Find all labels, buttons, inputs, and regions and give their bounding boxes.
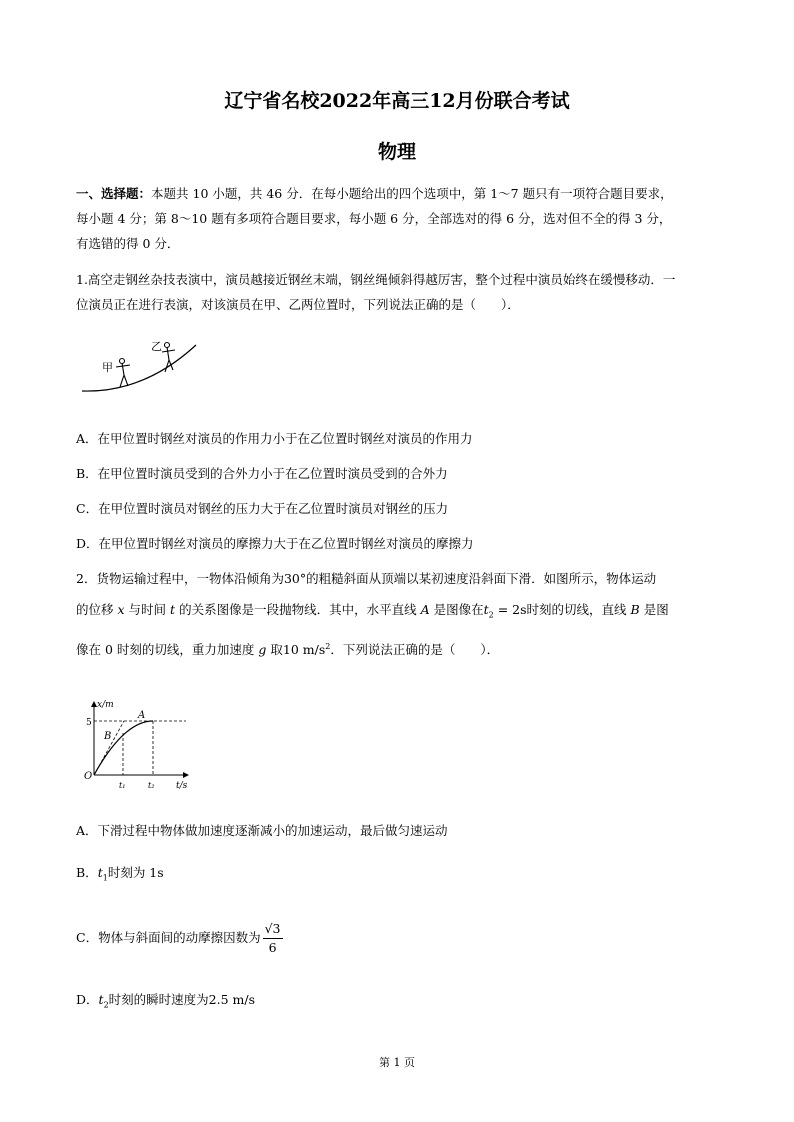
- q2-text: 像在 0 时刻的切线，重力加速度: [76, 641, 255, 657]
- q2-option-d: [76, 987, 724, 1018]
- q2-text: 2．货物运输过程中，一物体沿倾角为: [76, 571, 284, 586]
- superscript: 2: [325, 641, 331, 651]
- y-tick-5: 5: [86, 718, 92, 728]
- q2-text: 的粗糙斜面从顶端以某初速度沿斜面下滑．如图所示，物体运动: [306, 571, 657, 586]
- label-B: B: [104, 731, 112, 742]
- q2-text: 的位移: [76, 602, 114, 617]
- q2-option-c: [76, 918, 724, 958]
- q1-option-d: D．在甲位置时钢丝对演员的摩擦力大于在乙位置时钢丝对演员的摩擦力: [76, 536, 474, 551]
- fraction-numerator: √3: [263, 920, 283, 939]
- fraction: [263, 920, 283, 957]
- var-x: x: [117, 602, 125, 617]
- var-t1: t: [97, 865, 103, 880]
- q1-option-b: B．在甲位置时演员受到的合外力小于在乙位置时演员受到的合外力: [76, 466, 448, 481]
- q2-text: 时刻的切线，直线: [526, 602, 627, 617]
- instructions-line-2: 每小题 4 分；第 8～10 题有多项符合题目要求，每小题 6 分，全部选对的得 6 分，选对但不全的得 3 分，: [76, 211, 672, 226]
- q1-option-a: A．在甲位置时钢丝对演员的作用力小于在乙位置时钢丝对演员的作用力: [76, 431, 473, 446]
- q1-option-c: C．在甲位置时演员对钢丝的压力大于在乙位置时演员对钢丝的压力: [76, 501, 449, 516]
- question-2-stem: [76, 563, 724, 665]
- var-g: g: [258, 641, 267, 657]
- t2-tick: t₂: [148, 781, 155, 790]
- xt-curve: [94, 721, 153, 775]
- performer-jia: [116, 359, 130, 388]
- t1-tick: t₁: [119, 781, 126, 790]
- wire-curve: [82, 345, 196, 391]
- option-text: C．物体与斜面间的动摩擦因数为: [76, 930, 261, 945]
- var-t2: t: [483, 602, 489, 617]
- tightrope-figure: [74, 335, 204, 397]
- instructions-line-3: 有选错的得 0 分．: [76, 236, 180, 251]
- q2-text: 与时间: [128, 602, 167, 617]
- option-text: 时刻为 1s: [107, 865, 164, 880]
- q2-option-b: [76, 860, 724, 891]
- instructions-line-1: 本题共 10 小题，共 46 分．在每小题给出的四个选项中，第 1～7 题只有一项符合题目要求，: [151, 186, 673, 201]
- q2-text: ．下列说法正确的是（ ）．: [330, 641, 500, 657]
- q2-text: 取: [270, 641, 283, 657]
- performer-yi: [162, 343, 175, 373]
- q2-text: 是图: [643, 602, 669, 617]
- fraction-denominator: 6: [268, 940, 277, 955]
- option-value: 2.5 m/s: [208, 992, 256, 1007]
- q2-text: 是图像在: [433, 602, 484, 617]
- subscript: 2: [488, 610, 494, 620]
- q2-text: 的关系图像是一段抛物线．其中，水平直线: [179, 602, 417, 617]
- q2-value: = 2s: [493, 602, 527, 617]
- subject-title: 物理: [377, 141, 416, 163]
- label-jia: 甲: [102, 361, 113, 374]
- var-t2: t: [98, 992, 104, 1007]
- q1-line-2: 位演员正在进行表演，对该演员在甲、乙两位置时，下列说法正确的是（ ）．: [76, 297, 520, 312]
- var-t: t: [170, 602, 176, 617]
- exam-title: 辽宁省名校2022年高三12月份联合考试: [224, 90, 570, 112]
- option-text: 时刻的瞬时速度为: [108, 992, 209, 1007]
- option-label: D．: [76, 992, 99, 1007]
- var-B: B: [630, 602, 640, 617]
- origin-label: O: [84, 771, 93, 782]
- question-1-options: [76, 421, 724, 561]
- section-instructions: [76, 181, 724, 256]
- option-label: B．: [76, 865, 98, 880]
- label-yi: 乙: [151, 340, 162, 353]
- subscript: 2: [103, 1000, 109, 1010]
- q1-line-1: 1.高空走钢丝杂技表演中，演员越接近钢丝末端，钢丝绳倾斜得越厉害，整个过程中演员始终在缓慢移动．一: [76, 272, 676, 287]
- y-axis-label: x/m: [97, 700, 114, 710]
- subscript: 1: [102, 873, 108, 883]
- question-1-stem: [76, 267, 724, 317]
- var-A: A: [420, 602, 430, 617]
- page-footer: 第 1 页: [379, 1056, 415, 1069]
- xt-graph: [76, 697, 196, 797]
- q2-option-a: A．下滑过程中物体做加速度逐渐减小的加速运动，最后做匀速运动: [76, 823, 448, 838]
- q2-angle: 30°: [283, 571, 307, 586]
- x-axis-label: t/s: [176, 781, 188, 791]
- label-A: A: [138, 710, 146, 721]
- q2-value: 10 m/s: [282, 641, 326, 657]
- section-heading: 一、选择题：: [76, 186, 152, 201]
